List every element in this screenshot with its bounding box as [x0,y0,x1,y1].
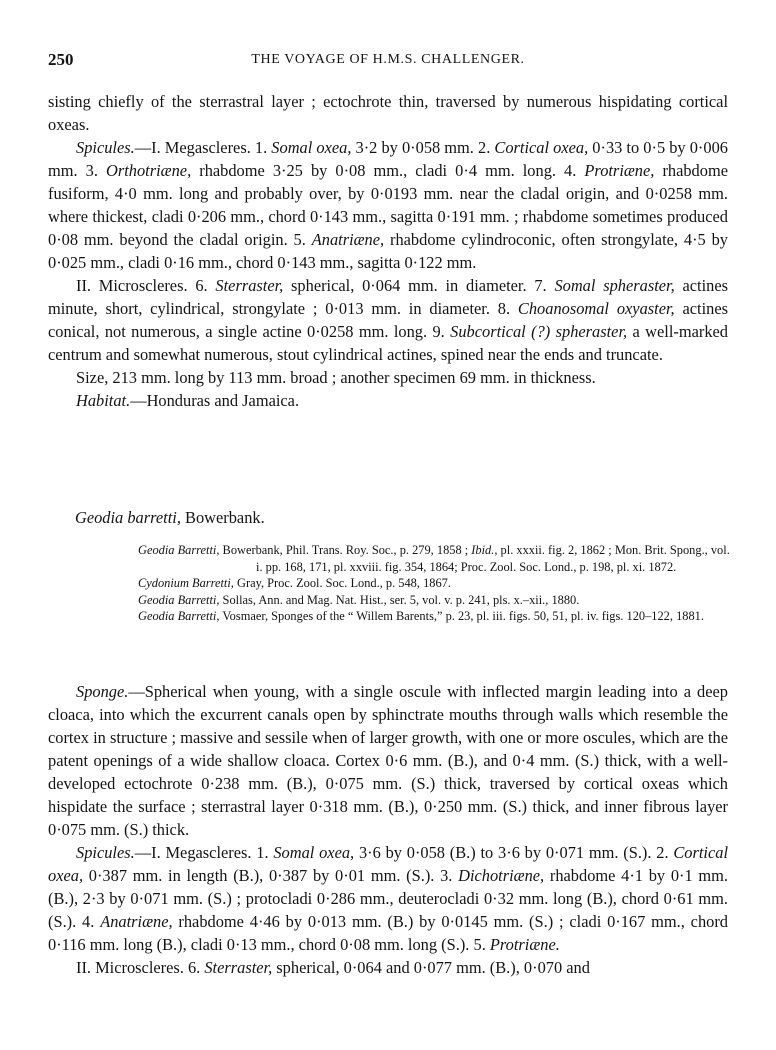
synonymy-entry: Geodia Barretti, Vosmaer, Sponges of the “ Willem Barents,” p. 23, pl. iii. figs. 50, 51, pl. iv. figs. 120–122, 1881. [138,609,704,623]
paragraph-habitat: Habitat.—Honduras and Jamaica. [76,391,300,410]
description-block-1 [48,90,728,412]
page-number: 250 [48,50,74,69]
page-header [0,50,776,74]
paragraph-microscleres: II. Microscleres. 6. Sterraster, spherical, 0·064 mm. in diameter. 7. Somal spheraster, actines minute, short, cylindrical, strongylate ; 0·013 mm. in diameter. 8. Choanosomal oxyaster, actines conical, not numerous, a single actine 0·0258 mm. long. 9. Subcortical (?) spheraster, a well-marked centrum and somewhat numerous, stout cylindrical actines, spined near the ends and truncate. [48,276,729,364]
paragraph-microscleres-2: II. Microscleres. 6. Sterraster, spherical, 0·064 and 0·077 mm. (B.), 0·070 and [76,958,590,977]
synonymy-list [138,542,730,625]
species-heading: Geodia barretti, Bowerbank. [75,508,265,527]
description-block-2 [48,680,728,979]
synonymy-entry: Geodia Barretti, Sollas, Ann. and Mag. Nat. Hist., ser. 5, vol. v. p. 241, pls. x.–xii., 1880. [138,592,580,607]
synonymy-entry: Cydonium Barretti, Gray, Proc. Zool. Soc. Lond., p. 548, 1867. [138,576,451,590]
paragraph-sponge: Sponge.—Spherical when young, with a single oscule with inflected margin leading into a deep cloaca, into which the excurrent canals open by sphinctrate mouths through walls which resemble the cortex in structure ; massive and sessile when of larger growth, with one or more oscules, which are the patent openings of a wide shallow cloaca. Cortex 0·6 mm. (B.), and 0·4 mm. (S.) thick, with a well-developed ectochrote 0·238 mm. (B.), 0·075 mm. (S.) thick, traversed by cortical oxeas which hispidate the surface ; sterrastral layer 0·318 mm. (B.), 0·250 mm. (S.) thick, and inner fibrous layer 0·075 mm. (S.) thick. [48,682,728,839]
paragraph-spicules-megascleres-2: Spicules.—I. Megascleres. 1. Somal oxea, 3·6 by 0·058 (B.) to 3·6 by 0·071 mm. (S.). 2. Cortical oxea, 0·387 mm. in length (B.), 0·387 by 0·01 mm. (S.). 3. Dichotriæne, rhabdome 4·1 by 0·1 mm. (B.), 2·3 by 0·071 mm. (S.) ; protocladi 0·286 mm., deuterocladi 0·32 mm. long (B.), chord 0·61 mm. (S.). 4. Anatriæne, rhabdome 4·46 by 0·013 mm. (B.) by 0·0145 mm. (S.) ; cladi 0·167 mm., chord 0·116 mm. long (B.), cladi 0·13 mm., chord 0·08 mm. long (S.). 5. Protriæne. [48,843,728,954]
paragraph-spicules-megascleres: Spicules.—I. Megascleres. 1. Somal oxea, 3·2 by 0·058 mm. 2. Cortical oxea, 0·33 to 0·5 by 0·006 mm. 3. Orthotriæne, rhabdome 3·25 by 0·08 mm., cladi 0·4 mm. long. 4. Protriæne, rhabdome fusiform, 4·0 mm. long and probably over, by 0·0193 mm. near the cladal origin, and 0·0258 mm. where thickest, cladi 0·206 mm., chord 0·143 mm., sagitta 0·191 mm. ; rhabdome sometimes produced 0·08 mm. beyond the cladal origin. 5. Anatriæne, rhabdome cylindroconic, often strongylate, 4·5 by 0·025 mm., cladi 0·16 mm., chord 0·143 mm., sagitta 0·122 mm. [48,138,728,272]
paragraph-size: Size, 213 mm. long by 113 mm. broad ; another specimen 69 mm. in thickness. [76,368,596,387]
synonymy-entry: Geodia Barretti, Bowerbank, Phil. Trans. Roy. Soc., p. 279, 1858 ; Ibid., pl. xxxii. fig. 2, 1862 ; Mon. Brit. Spong., vol. i. pp. 168, 171, pl. xxviii. fig. 354, 1864; Proc. Zool. Soc. Lond., p. 198, pl. xi. 1872. [138,543,730,574]
running-title: THE VOYAGE OF H.M.S. CHALLENGER. [251,52,525,67]
paragraph-cortex-continuation: sisting chiefly of the sterrastral layer ; ectochrote thin, traversed by numerous hispidating cortical oxeas. [48,92,728,134]
